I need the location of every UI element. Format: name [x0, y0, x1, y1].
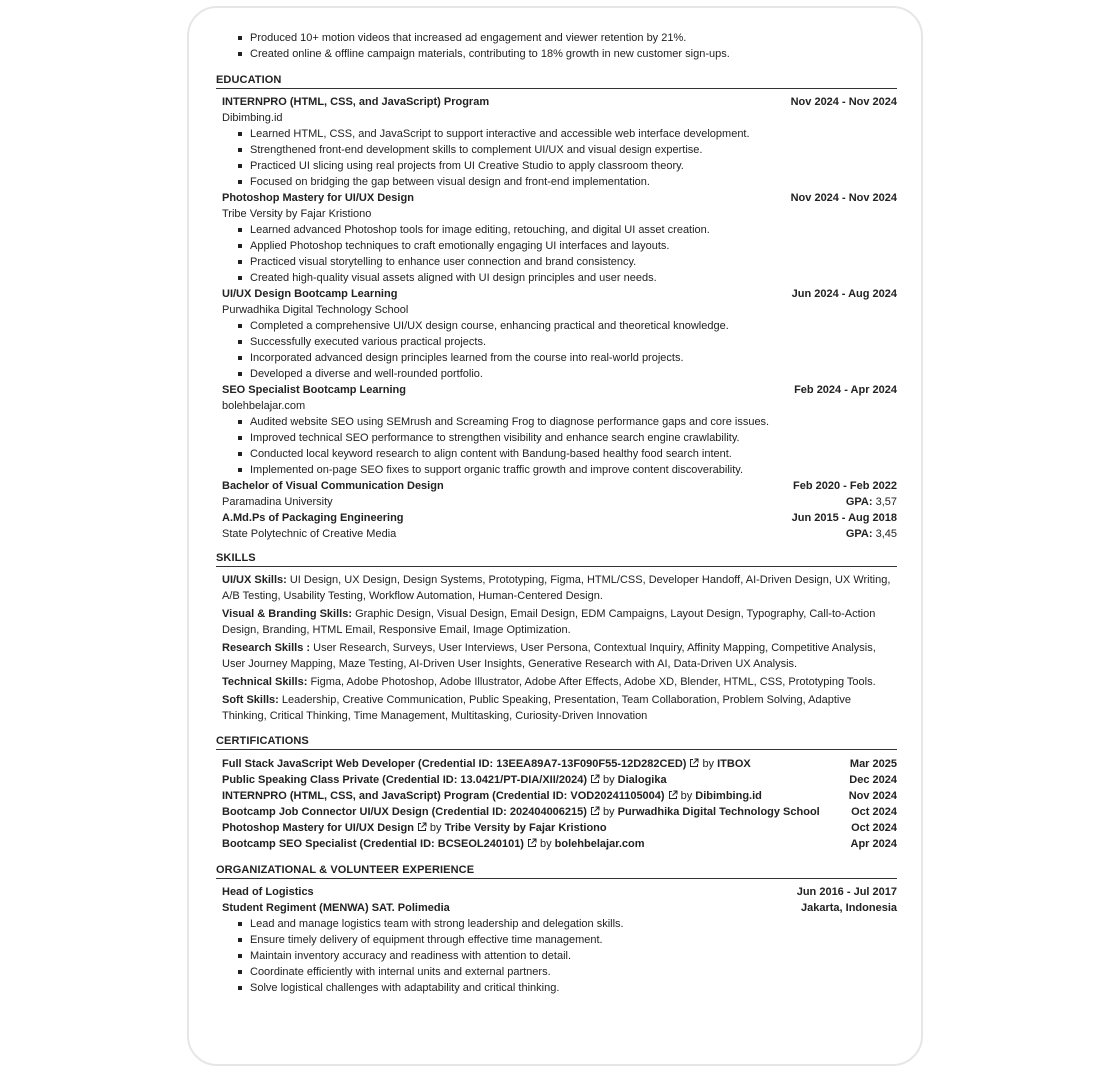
list-item: Incorporated advanced design principles learned from the course into real-world projects. [216, 350, 897, 366]
education-entry-header [216, 190, 897, 206]
certification-name[interactable]: Bootcamp SEO Specialist (Credential ID: BCSEOL240101) [222, 838, 524, 850]
education-dates: Nov 2024 - Nov 2024 [790, 192, 897, 204]
external-link-icon[interactable] [590, 806, 600, 816]
list-item: Coordinate efficiently with internal units and external partners. [216, 964, 897, 980]
list-item: Produced 10+ motion videos that increased ad engagement and viewer retention by 21%. [216, 30, 897, 46]
education-entry-header [216, 94, 897, 110]
external-link-icon[interactable] [668, 790, 678, 800]
certification-issuer: Dialogika [617, 774, 667, 786]
list-item: Focused on bridging the gap between visual design and front-end implementation. [216, 174, 897, 190]
certification-date: Nov 2024 [848, 790, 897, 802]
certification-row: Full Stack JavaScript Web Developer (Credential ID: 13EEA89A7-13F090F55-12D282CED) by ITBOX Mar 2025 [222, 758, 897, 770]
degree-gpa: GPA: 3,45 [845, 528, 897, 540]
degree-header [216, 478, 897, 494]
organizational-org: Student Regiment (MENWA) SAT. Polimedia [222, 902, 450, 914]
list-item: Created high-quality visual assets aligned with UI design principles and user needs. [216, 270, 897, 286]
list-item: Applied Photoshop techniques to craft emotionally engaging UI interfaces and layouts. [216, 238, 897, 254]
list-item: Solve logistical challenges with adaptability and critical thinking. [216, 980, 897, 996]
certification-name[interactable]: INTERNPRO (HTML, CSS, and JavaScript) Program (Credential ID: VOD20241105004) [222, 790, 665, 802]
education-dates: Jun 2024 - Aug 2024 [791, 288, 897, 300]
education-bullets [216, 222, 897, 286]
certification-date: Mar 2025 [849, 758, 897, 770]
external-link-icon[interactable] [417, 822, 427, 832]
skills-heading: SKILLS [216, 552, 256, 564]
skill-group: Visual & Branding Skills: Graphic Design, Visual Design, Email Design, EDM Campaigns, Layout Design, Typography, Call-to-Action Design, Branding, HTML Email, Responsive Email, Image Optimization. [222, 608, 876, 636]
skill-group: Research Skills : User Research, Surveys, User Interviews, User Persona, Contextual Inquiry, Affinity Mapping, Competitive Analysis, User Journey Mapping, Maze Testing, AI-Driven User Insights, Generative Research with AI, Data-Driven UX Analysis. [222, 642, 876, 670]
list-item: Practiced visual storytelling to enhance user connection and brand consistency. [216, 254, 897, 270]
education-bullets [216, 414, 897, 478]
organizational-entry [216, 884, 897, 996]
degree-org-row [216, 526, 897, 542]
organizational-role: Head of Logistics [222, 886, 314, 898]
education-org: Tribe Versity by Fajar Kristiono [222, 208, 372, 220]
organizational-dates: Jun 2016 - Jul 2017 [796, 886, 897, 898]
organizational-location: Jakarta, Indonesia [801, 902, 897, 914]
organizational-org-row [216, 900, 897, 916]
certification-name[interactable]: Public Speaking Class Private (Credential ID: 13.0421/PT-DIA/XII/2024) [222, 774, 587, 786]
skill-group: Soft Skills: Leadership, Creative Communication, Public Speaking, Presentation, Team Collaboration, Problem Solving, Adaptive Thinking, Critical Thinking, Time Management, Multitasking, Curiosity-Driven Innovation [222, 694, 851, 722]
degree-gpa: GPA: 3,57 [845, 496, 897, 508]
certification-name[interactable]: Full Stack JavaScript Web Developer (Credential ID: 13EEA89A7-13F090F55-12D282CED) [222, 758, 687, 770]
education-org: Purwadhika Digital Technology School [222, 304, 409, 316]
degree-org: State Polytechnic of Creative Media [222, 528, 397, 540]
organizational-heading: ORGANIZATIONAL & VOLUNTEER EXPERIENCE [216, 864, 475, 876]
list-item: Learned HTML, CSS, and JavaScript to support interactive and accessible web interface development. [216, 126, 897, 142]
external-link-icon[interactable] [590, 774, 600, 784]
list-item: Created online & offline campaign materials, contributing to 18% growth in new customer sign-ups. [216, 46, 897, 62]
certification-date: Apr 2024 [850, 838, 897, 850]
degree-title: Bachelor of Visual Communication Design [222, 480, 444, 492]
education-title: UI/UX Design Bootcamp Learning [222, 288, 398, 300]
education-bullets [216, 126, 897, 190]
education-list [216, 94, 897, 542]
education-dates: Nov 2024 - Nov 2024 [790, 96, 897, 108]
certifications-heading: CERTIFICATIONS [216, 735, 309, 747]
certification-issuer: Purwadhika Digital Technology School [617, 806, 820, 818]
certification-row: Bootcamp SEO Specialist (Credential ID: BCSEOL240101) by bolehbelajar.com Apr 2024 [222, 838, 897, 850]
organizational-divider [216, 878, 897, 879]
degree-org-row [216, 494, 897, 510]
organizational-bullets [216, 916, 897, 996]
prev-experience-bullets [216, 30, 897, 62]
certification-date: Oct 2024 [851, 806, 897, 818]
list-item: Practiced UI slicing using real projects from UI Creative Studio to apply classroom theory. [216, 158, 897, 174]
certification-date: Dec 2024 [849, 774, 897, 786]
certification-row: Photoshop Mastery for UI/UX Design by Tribe Versity by Fajar Kristiono Oct 2024 [222, 822, 897, 834]
list-item: Strengthened front-end development skills to complement UI/UX and visual design expertise. [216, 142, 897, 158]
degree-org: Paramadina University [222, 496, 333, 508]
certification-issuer: Dibimbing.id [695, 790, 762, 802]
degree-dates: Jun 2015 - Aug 2018 [791, 512, 897, 524]
education-dates: Feb 2024 - Apr 2024 [794, 384, 897, 396]
certification-name[interactable]: Photoshop Mastery for UI/UX Design [222, 822, 414, 834]
education-title: INTERNPRO (HTML, CSS, and JavaScript) Program [222, 96, 490, 108]
certification-name[interactable]: Bootcamp Job Connector UI/UX Design (Credential ID: 202404006215) [222, 806, 587, 818]
list-item: Successfully executed various practical projects. [216, 334, 897, 350]
education-heading: EDUCATION [216, 74, 282, 86]
certification-date: Oct 2024 [851, 822, 897, 834]
certification-row: INTERNPRO (HTML, CSS, and JavaScript) Program (Credential ID: VOD20241105004) by Dibimbing.id Nov 2024 [222, 790, 897, 802]
list-item: Developed a diverse and well-rounded portfolio. [216, 366, 897, 382]
certification-row: Public Speaking Class Private (Credential ID: 13.0421/PT-DIA/XII/2024) by Dialogika Dec 2024 [222, 774, 897, 786]
certifications-divider [216, 749, 897, 750]
list-item: Ensure timely delivery of equipment through effective time management. [216, 932, 897, 948]
certifications-list [216, 756, 897, 852]
education-title: Photoshop Mastery for UI/UX Design [222, 192, 414, 204]
list-item: Improved technical SEO performance to strengthen visibility and enhance search engine crawlability. [216, 430, 897, 446]
list-item: Audited website SEO using SEMrush and Screaming Frog to diagnose performance gaps and core issues. [216, 414, 897, 430]
education-title: SEO Specialist Bootcamp Learning [222, 384, 406, 396]
education-divider [216, 88, 897, 89]
skills-list [216, 572, 897, 726]
certification-row: Bootcamp Job Connector UI/UX Design (Credential ID: 202404006215) by Purwadhika Digital Technology School Oct 2024 [222, 806, 897, 818]
certification-issuer: Tribe Versity by Fajar Kristiono [444, 822, 607, 834]
list-item: Completed a comprehensive UI/UX design course, enhancing practical and theoretical knowledge. [216, 318, 897, 334]
education-entry-header [216, 382, 897, 398]
list-item: Implemented on-page SEO fixes to support organic traffic growth and improve content discoverability. [216, 462, 897, 478]
list-item: Learned advanced Photoshop tools for image editing, retouching, and digital UI asset creation. [216, 222, 897, 238]
education-org: Dibimbing.id [222, 112, 283, 124]
education-org: bolehbelajar.com [222, 400, 306, 412]
certification-issuer: ITBOX [717, 758, 751, 770]
list-item: Lead and manage logistics team with strong leadership and delegation skills. [216, 916, 897, 932]
education-entry-header [216, 286, 897, 302]
degree-dates: Feb 2020 - Feb 2022 [793, 480, 897, 492]
skills-divider [216, 566, 897, 567]
degree-header [216, 510, 897, 526]
skill-group: Technical Skills: Figma, Adobe Photoshop, Adobe Illustrator, Adobe After Effects, Adobe XD, Blender, HTML, CSS, Prototyping Tools. [222, 676, 876, 688]
education-bullets [216, 318, 897, 382]
organizational-header [216, 884, 897, 900]
degree-title: A.Md.Ps of Packaging Engineering [222, 512, 404, 524]
external-link-icon[interactable] [689, 758, 699, 768]
external-link-icon[interactable] [527, 838, 537, 848]
certification-issuer: bolehbelajar.com [554, 838, 645, 850]
list-item: Maintain inventory accuracy and readiness with attention to detail. [216, 948, 897, 964]
list-item: Conducted local keyword research to align content with Bandung-based healthy food search intent. [216, 446, 897, 462]
skill-group: UI/UX Skills: UI Design, UX Design, Design Systems, Prototyping, Figma, HTML/CSS, Developer Handoff, AI-Driven Design, UX Writing, A/B Testing, Usability Testing, Workflow Automation, Human-Centered Design. [222, 574, 891, 602]
